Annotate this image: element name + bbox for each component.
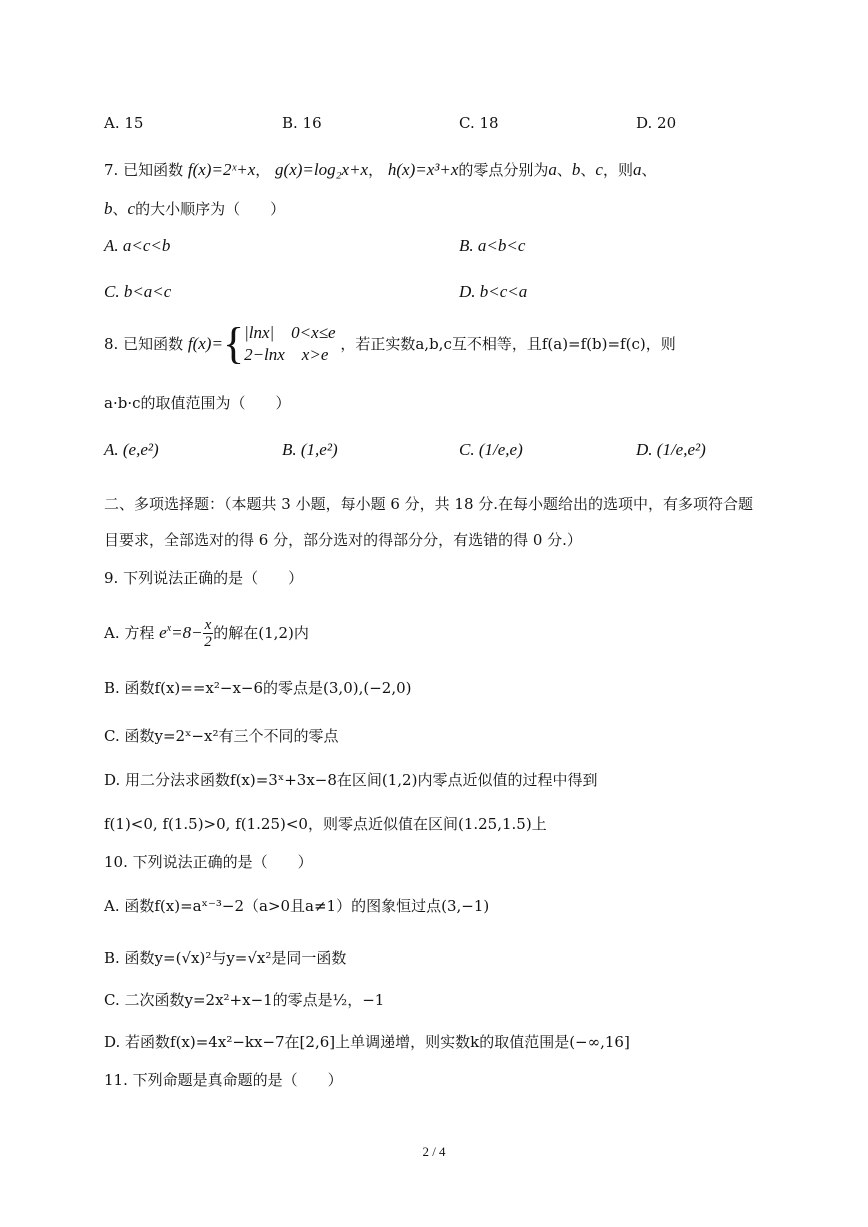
q11-stem: 11. 下列命题是真命题的是（ ） xyxy=(104,1071,343,1089)
q7-stem-line2: b、c的大小顺序为（ ） xyxy=(104,199,286,218)
q6-option-b: B. 16 xyxy=(282,114,322,132)
q6-option-d: D. 20 xyxy=(636,114,677,132)
q7-h-formula: h(x)=x³+x xyxy=(387,160,459,179)
page-number: 2 / 4 xyxy=(422,1144,446,1159)
q9-option-d-line2: f(1)<0, f(1.5)>0, f(1.25)<0，则零点近似值在区间(1.25,1.5)上 xyxy=(104,815,547,833)
q8-piecewise: |lnx| 0<x≤e 2−lnx x>e xyxy=(244,323,336,364)
q7-option-b: B. a<b<c xyxy=(459,236,526,255)
q10-option-d: D. 若函数f(x)=4x²−kx−7在[2,6]上单调递增，则实数k的取值范围是(−∞,16] xyxy=(104,1033,630,1051)
q9-option-a: A. 方程 $e^x=8-$ $\frac{x}{2}$ 的解在(1,2)内 xyxy=(104,616,309,650)
q7-stem: 7. 已知函数 f(x)=2ˣ+x， g(x)=log₂x+x， h(x)=x³+x的零点分别为a、b、c，则a、 xyxy=(104,160,657,179)
q9-option-b: B. 函数f(x)==x²−x−6的零点是(3,0),(−2,0) xyxy=(104,679,412,697)
q7-g-formula: g(x)=log₂x+x xyxy=(275,160,369,179)
q7-option-a: A. a<c<b xyxy=(104,236,171,255)
q10-stem: 10. 下列说法正确的是（ ） xyxy=(104,853,313,871)
q8-stem: 8. 已知函数 f(x)={ |lnx| 0<x≤e 2−lnx x>e ，若正实数a,b,c互不相等，且f(a)=f(b)=f(c)，则 xyxy=(104,319,676,368)
q9-option-d: D. 用二分法求函数f(x)=3ˣ+3x−8在区间(1,2)内零点近似值的过程中得到 xyxy=(104,771,598,789)
q6-option-c: C. 18 xyxy=(459,114,499,132)
q7-option-d: D. b<c<a xyxy=(459,282,528,301)
q8-option-d: D. (1/e,e²) xyxy=(636,440,706,459)
q10-option-a: A. 函数f(x)=aˣ⁻³−2（a>0且a≠1）的图象恒过点(3,−1) xyxy=(104,897,490,915)
q8-option-a: A. (e,e²) xyxy=(104,440,159,459)
q8-option-c: C. (1/e,e) xyxy=(459,440,523,459)
q7-option-c: C. b<a<c xyxy=(104,282,172,301)
q8-option-b: B. (1,e²) xyxy=(282,440,338,459)
q10-option-b: B. 函数y=(√x)²与y=√x²是同一函数 xyxy=(104,949,347,967)
section2-heading: 二、多项选择题：（本题共 3 小题，每小题 6 分，共 18 分.在每小题给出的选项中，有多项符合题 xyxy=(104,495,754,513)
q10-option-c: C. 二次函数y=2x²+x−1的零点是½，−1 xyxy=(104,991,385,1009)
section2-heading-line2: 目要求，全部选对的得 6 分，部分选对的得部分分，有选错的得 0 分.） xyxy=(104,531,582,549)
q8-stem-line2: a·b·c的取值范围为（ ） xyxy=(104,394,291,412)
q7-f-formula: f(x)=2ˣ+x xyxy=(187,160,256,179)
q9-option-c: C. 函数y=2ˣ−x²有三个不同的零点 xyxy=(104,727,339,745)
q9-stem: 9. 下列说法正确的是（ ） xyxy=(104,569,304,587)
q6-option-a: A. 15 xyxy=(104,114,144,132)
